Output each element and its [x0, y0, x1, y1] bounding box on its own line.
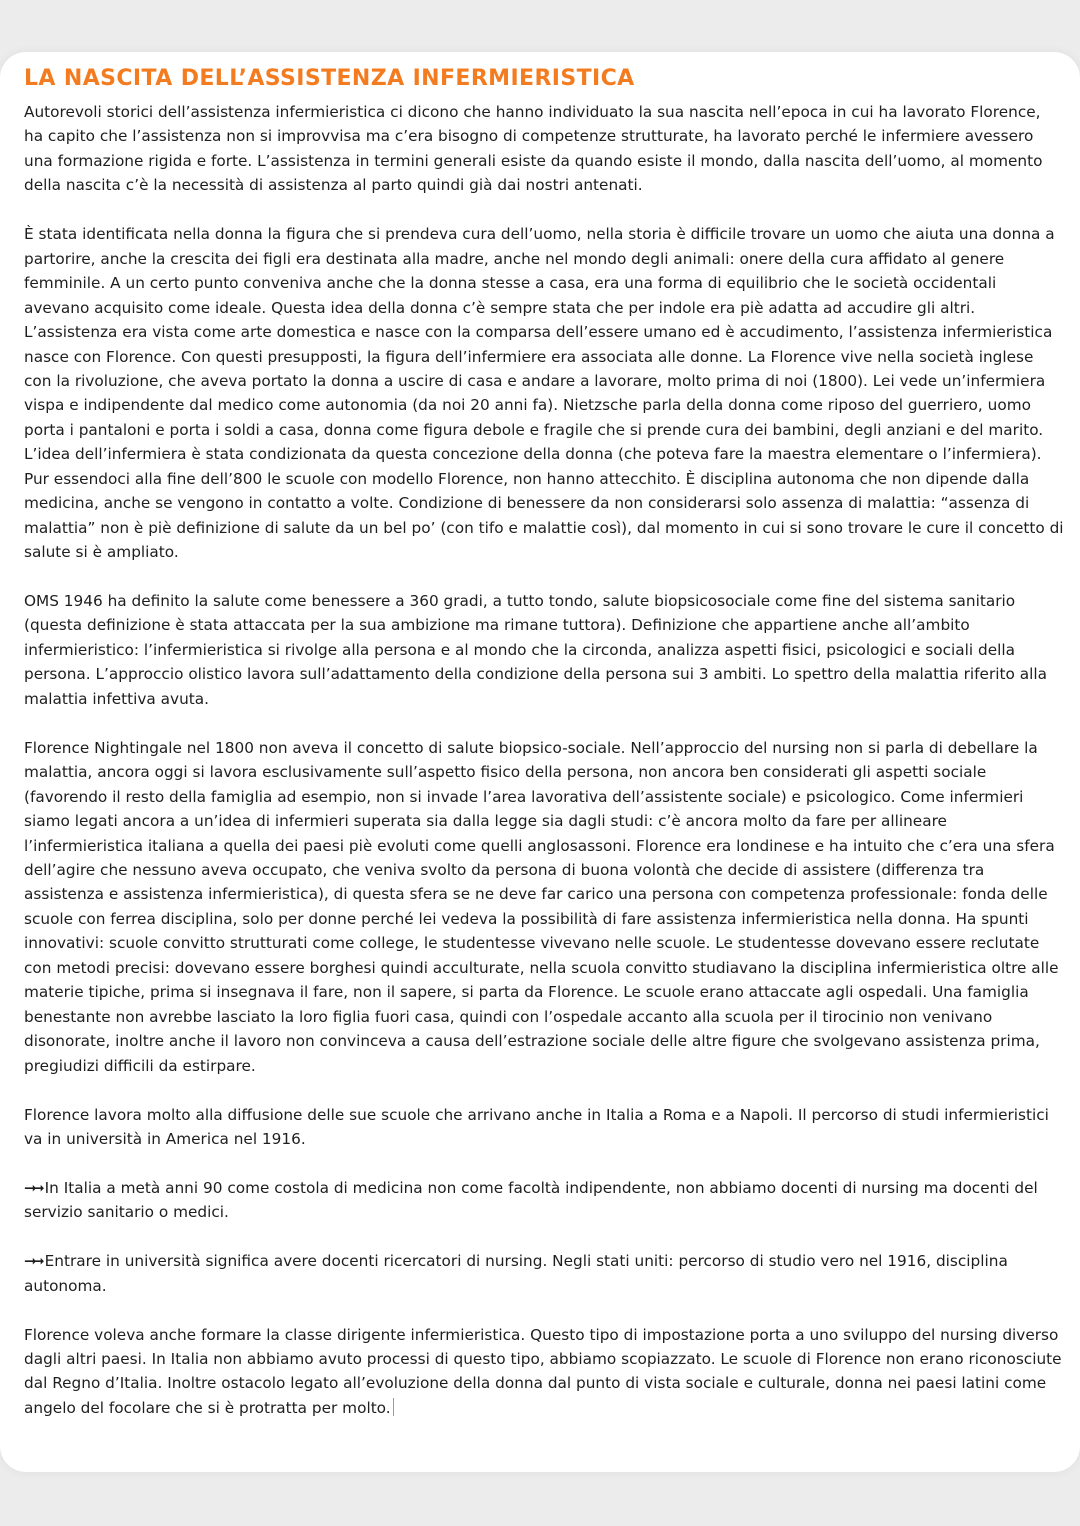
arrow-icon: ➞➞ — [24, 1178, 40, 1197]
paragraph: Florence lavora molto alla diffusione delle sue scuole che arrivano anche in Italia a Roma e a Napoli. Il percorso di studi infermieristici va in università in America nel 1916. — [24, 1105, 1049, 1148]
text-cursor — [393, 1398, 394, 1416]
paragraph: OMS 1946 ha definito la salute come benessere a 360 gradi, a tutto tondo, salute biopsicosociale come fine del sistema sanitario (questa definizione è stata attaccata per la sua ambizione ma rimane tuttora). Definizione che appartiene anche all’ambito infermieristico: l’infermieristica si rivolge alla persona e al mondo che la circonda, analizza aspetti fisici, psicologici e sociali della persona. L’approccio olistico lavora sull’adattamento della condizione della persona sui 3 ambiti. Lo spettro della malattia riferito alla malattia infettiva avuta. — [24, 592, 1047, 708]
bullet-item — [24, 1176, 1064, 1225]
document-page — [0, 52, 1080, 1472]
document-title: LA NASCITA DELL’ASSISTENZA INFERMIERISTICA — [24, 66, 635, 91]
paragraph: Autorevoli storici dell’assistenza infermieristica ci dicono che hanno individuato la sua nascita nell’epoca in cui ha lavorato Florence, ha capito che l’assistenza non si improvvisa ma c’era bisogno di competenze strutturate, ha lavorato perché le infermiere avessero una formazione rigida e forte. L’assistenza in termini generali esiste da quando esiste il mondo, dalla nascita dell’uomo, al momento della nascita c’è la necessità di assistenza al parto quindi già dai nostri antenati. — [24, 103, 1043, 195]
bullet-text: Entrare in università significa avere docenti ricercatori di nursing. Negli stati uniti: percorso di studio vero nel 1916, disciplina autonoma. — [24, 1252, 1008, 1295]
document-body — [24, 100, 1064, 1445]
paragraph: È stata identificata nella donna la figura che si prendeva cura dell’uomo, nella storia è difficile trovare un uomo che aiuta una donna a partorire, anche la crescita dei figli era destinata alla madre, anche nel mondo degli animali: onere della cura affidato al genere femminile. A un certo punto conveniva anche che la donna stesse a casa, era una forma di equilibrio che le società occidentali avevano acquisito come ideale. Questa idea della donna c’è sempre stata che per indole era piè adatta ad accudire gli altri. L’assistenza era vista come arte domestica e nasce con la comparsa dell’essere umano ed è accudimento, l’assistenza infermieristica nasce con Florence. Con questi presupposti, la figura dell’infermiere era associata alle donne. La Florence vive nella società inglese con la rivoluzione, che aveva portato la donna a uscire di casa e andare a lavorare, molto prima di noi (1800). Lei vede un’infermiera vispa e indipendente dal medico come autonomia (da noi 20 anni fa). Nietzsche parla della donna come riposo del guerriero, uomo porta i pantaloni e porta i soldi a casa, donna come figura debole e fragile che si prende cura dei bambini, degli anziani e del marito. L’idea dell’infermiera è stata condizionata da questa concezione della donna (che poteva fare la maestra elementare o l’infermiera). Pur essendoci alla fine dell’800 le scuole con modello Florence, non hanno attecchito. È disciplina autonoma che non dipende dalla medicina, anche se vengono in contatto a volte. Condizione di benessere da non considerarsi solo assenza di malattia: “assenza di malattia” non è piè definizione di salute da un bel po’ (con tifo e malattie così), dal momento in cui si sono trovare le cure il concetto di salute si è ampliato. — [24, 225, 1064, 562]
bullet-text: In Italia a metà anni 90 come costola di medicina non come facoltà indipendente, non abbiamo docenti di nursing ma docenti del servizio sanitario o medici. — [24, 1178, 1038, 1222]
bullet-item — [24, 1249, 1064, 1298]
closing-paragraph-text: Florence voleva anche formare la classe dirigente infermieristica. Questo tipo di impostazione porta a uno sviluppo del nursing diverso dagli altri paesi. In Italia non abbiamo avuto processi di questo tipo, abbiamo scopiazzato. Le scuole di Florence non erano riconosciute dal Regno d’Italia. Inoltre ostacolo legato all’evoluzione della donna dal punto di vista sociale e culturale, donna nei paesi latini come angelo del focolare che si è protratta per molto. — [24, 1325, 1062, 1417]
arrow-icon: ➞➞ — [24, 1252, 40, 1271]
paragraph — [24, 1323, 1064, 1421]
paragraph: Florence Nightingale nel 1800 non aveva il concetto di salute biopsico-sociale. Nell’approccio del nursing non si parla di debellare la malattia, ancora oggi si lavora esclusivamente sull’aspetto fisico della persona, non ancora ben considerati gli aspetti sociale (favorendo il resto della famiglia ad esempio, non si invade l’area lavorativa dell’assistente sociale) e psicologico. Come infermieri siamo legati ancora a un’idea di infermieri superata sia dalla legge sia dagli studi: c’è ancora molto da fare per allineare l’infermieristica italiana a quella dei paesi piè evoluti come quelli anglosassoni. Florence era londinese e ha intuito che c’era una sfera dell’agire che nessuno aveva occupato, che veniva svolto da persona di buona volontà che decide di assistere (differenza tra assistenza e assistenza infermieristica), di questa sfera se ne deve far carico una persona con competenza professionale: fonda delle scuole con ferrea disciplina, solo per donne perché lei vedeva la possibilità di fare assistenza infermieristica nella donna. Ha spunti innovativi: scuole convitto strutturati come college, le studentesse vivevano nelle scuole. Le studentesse dovevano essere reclutate con metodi precisi: dovevano essere borghesi quindi acculturate, nella scuola convitto studiavano la disciplina infermieristica oltre alle materie tipiche, prima si insegnava il fare, non il sapere, si parta da Florence. Le scuole erano attaccate agli ospedali. Una famiglia benestante non avrebbe lasciato la loro figlia fuori casa, quindi con l’ospedale accanto alla scuola per il tirocinio non venivano disonorate, inoltre anche il lavoro non convinceva a causa dell’estrazione sociale delle altre figure che svolgevano assistenza prima, pregiudizi difficili da estirpare. — [24, 738, 1059, 1075]
